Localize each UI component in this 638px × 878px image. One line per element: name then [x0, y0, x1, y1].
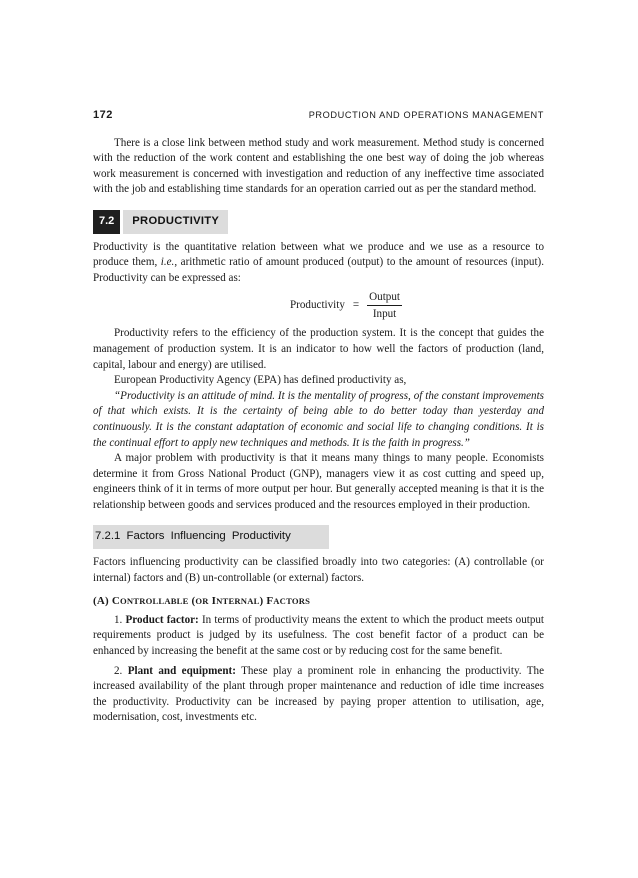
section-number: 7.2 — [93, 210, 120, 234]
heading-part-c: I — [208, 595, 217, 608]
list-item — [93, 664, 544, 726]
productivity-definition — [93, 240, 544, 287]
running-title: PRODUCTION AND OPERATIONS MANAGEMENT — [308, 110, 544, 120]
heading-part-d-small: ACTORS — [273, 596, 311, 607]
formula-denominator: Input — [372, 307, 397, 320]
item-term: Plant and equipment: — [127, 664, 236, 677]
subsection-number: 7.2.1 — [95, 530, 121, 543]
definition-ie: i.e. — [160, 256, 175, 269]
heading-part-b-small: OR — [195, 596, 209, 607]
item-text: These play a prominent role in enhancing the productivity. The increased availability of the plant through proper maintenance and reduction of idle time increases the productivity. Productivity can be increased by paying proper attention to utilisation, age, modernisation, cost, investments etc. — [93, 664, 544, 724]
list-item — [93, 613, 544, 660]
heading-part-d: ) F — [259, 595, 274, 608]
subsection-title: Factors Influencing Productivity — [126, 530, 291, 543]
item-number: 2. — [114, 664, 128, 677]
section-title: PRODUCTIVITY — [123, 210, 228, 234]
heading-part-b: ( — [188, 595, 196, 608]
heading-part-a-small: ONTROLLABLE — [119, 596, 189, 607]
efficiency-paragraph: Productivity refers to the efficiency of the production system. It is the concept that guides the management of production system. It is an indicator to how well the factors of production (land, capital, labour and energy) are utilised. — [93, 327, 544, 371]
page-header — [93, 108, 544, 124]
epa-intro: European Productivity Agency (EPA) has defined productivity as, — [114, 374, 407, 387]
heading-part-c-small: NTERNAL — [216, 596, 260, 607]
factors-paragraph: Factors influencing productivity can be classified broadly into two categories: (A) controllable (or internal) factors and (B) un-controllable (or external) factors. — [93, 556, 544, 584]
formula-numerator: Output — [367, 290, 402, 306]
item-term: Product factor: — [125, 613, 199, 626]
formula-equals: = — [352, 298, 360, 311]
intro-paragraph: There is a close link between method study and work measurement. Method study is concerned with the reduction of the work content and establishing the one best way of doing the job whereas work measurement is concerned with investigation and reduction of any ineffective time associated with the job and establishing time standards for an operation carried out as per the standard method. — [93, 136, 544, 196]
epa-quote: “Productivity is an attitude of mind. It is the mentality of progress, of the constant improvements of that which exists. It is the certainty of being able to do better today than yesterday and continuously. It is the constant adaptation of economic and social life to changing conditions. It is the continual effort to apply new techniques and methods. It is the faith in progress.” — [93, 389, 544, 449]
formula-fraction — [367, 290, 402, 321]
controllable-factors-heading — [93, 594, 544, 610]
item-text: In terms of productivity means the extent to which the product meets output requirements product is judged by its usefulness. The cost benefit factor of a product can be enhanced by increasing the benefit at the same cost or by reducing cost for the same benefit. — [93, 613, 545, 658]
page-number: 172 — [93, 109, 113, 121]
productivity-formula — [148, 288, 544, 322]
definition-part-1: Productivity is the quantitative relation between what we produce and we use as a resource to produce them, — [93, 240, 544, 269]
book-page — [93, 108, 544, 726]
subsection-heading — [93, 525, 329, 549]
section-heading — [93, 210, 228, 234]
formula-lhs: Productivity — [290, 298, 345, 311]
heading-part-a: (A) C — [93, 595, 120, 608]
definition-part-2: , arithmetic ratio of amount produced (output) to the amount of resources (input). Productivity can be expressed as: — [93, 256, 545, 284]
item-number: 1. — [114, 613, 126, 626]
major-problem-paragraph: A major problem with productivity is that it means many things to many people. Economists determine it from Gross National Product (GNP), managers view it as cost cutting and speed up, engineers think of it in terms of more output per hour. But generally accepted meaning is that it is the relationship between goods and services produced and the resources employed in their production. — [93, 452, 544, 511]
